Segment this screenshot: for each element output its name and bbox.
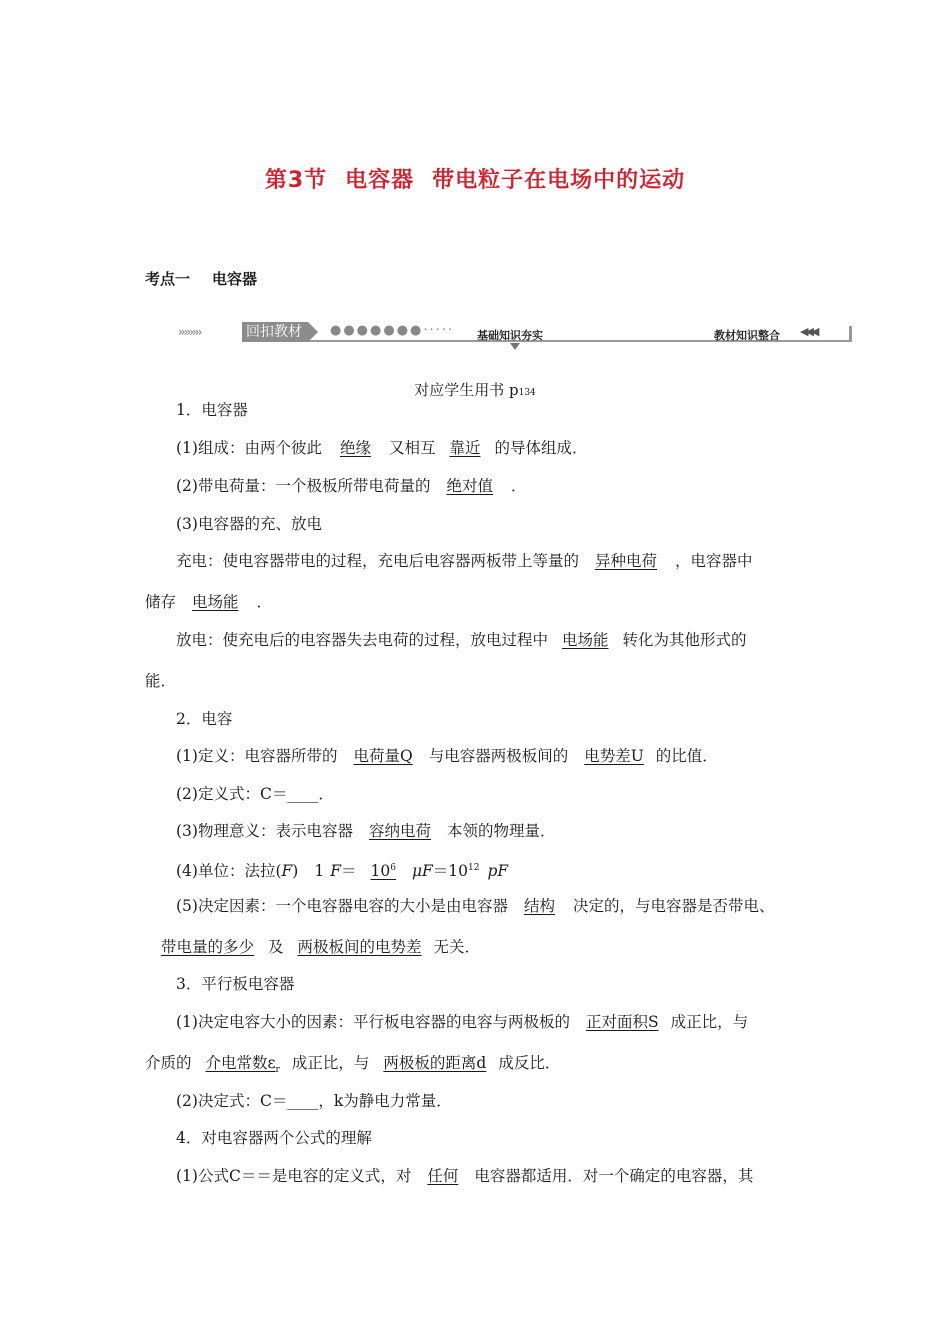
text: (3)物理意义：表示电容器: [176, 822, 353, 840]
text: 充电：使电容器带电的过程，充电后电容器两板带上等量的: [176, 552, 580, 570]
s4-line-1: [176, 1166, 753, 1186]
text: 及: [268, 938, 284, 956]
text: ．: [510, 477, 527, 495]
title-section: 第3节: [264, 168, 328, 193]
kaodian-label: 考点一: [145, 270, 191, 288]
banner-arrows-icon: ››››››››: [178, 325, 201, 339]
answer-blank: 任何: [427, 1167, 459, 1185]
answer-blank: 容纳电荷: [368, 822, 431, 840]
banner-dots-icon: ●●●●●●●·····: [330, 323, 455, 338]
s2-line-4: [176, 858, 508, 881]
banner-triangle-icon: [510, 343, 520, 350]
text: ＝10: [432, 862, 469, 881]
banner-middle-label: 基础知识夯实: [477, 329, 543, 342]
s3-line-3: [176, 1091, 452, 1111]
unit-symbol: F: [281, 862, 293, 881]
title-part2: 带电粒子在电场中的运动: [432, 168, 686, 193]
answer-blank: 带电量的多少: [161, 938, 255, 956]
text: (1)组成：由两个彼此: [176, 439, 322, 457]
unit-symbol: μF: [411, 862, 433, 881]
unit-symbol: pF: [487, 862, 509, 881]
text: 电容器都适用．对一个确定的电容器，其: [474, 1167, 754, 1185]
answer-blank: 绝对值: [446, 477, 493, 495]
text: ，电容器中: [675, 552, 753, 570]
text: ．: [318, 785, 334, 803]
answer-blank: 电场能: [562, 631, 609, 649]
book-reference-page: 134: [518, 388, 536, 398]
s1-line-7: 能．: [145, 672, 177, 690]
exponent: 12: [468, 863, 480, 873]
text: 储存: [145, 593, 177, 611]
answer-exponent: 6: [390, 863, 396, 873]
answer-blank: [357, 858, 412, 881]
kaodian-topic: 电容器: [212, 270, 258, 288]
answer-blank: 正对面积S: [585, 1013, 659, 1031]
text: (2)带电荷量：一个极板所带电荷量的: [176, 477, 431, 495]
text: ，k为静电力常量．: [318, 1092, 452, 1110]
answer-blank: 两极板间的电势差: [297, 938, 422, 956]
text: 决定的，与电容器是否带电、: [572, 897, 775, 915]
text: (5)决定因素：一个电容器电容的大小是由电容器: [176, 897, 508, 915]
title-part1: 电容器: [345, 168, 415, 193]
banner-tag: 回扣教材: [242, 322, 308, 342]
answer-blank: 结构: [523, 897, 555, 915]
s3-line-2: [145, 1053, 560, 1080]
text: (1)定义：电容器所带的: [176, 747, 338, 765]
answer-value: 介电常数ε: [205, 1054, 276, 1072]
answer-blank: 绝缘: [339, 439, 371, 457]
s2-line-3: [176, 821, 556, 841]
text: 转化为其他形式的: [622, 631, 747, 649]
text: ): [292, 862, 299, 881]
text: 介质的: [145, 1054, 192, 1072]
text: 又相互: [388, 439, 436, 457]
s3-line-1: [176, 1012, 748, 1032]
banner-right-label: 教材知识整合: [714, 329, 780, 342]
answer-blank: 电荷量Q: [353, 747, 413, 765]
formula-blank: ____: [287, 1092, 319, 1110]
text: 的比值．: [655, 747, 718, 765]
s2-line-2: [176, 784, 334, 804]
text: 的导体组成．: [494, 439, 588, 457]
formula-blank: ____: [287, 785, 319, 803]
unit-symbol: F: [330, 862, 341, 881]
banner-endbar: [849, 326, 852, 342]
answer-value: 10: [370, 862, 391, 881]
text: (2)决定式：C＝: [176, 1092, 288, 1110]
answer-blank: 异种电荷: [595, 552, 658, 570]
answer-blank: 电势差U: [584, 747, 644, 765]
text: 与电容器两极板间的: [428, 747, 569, 765]
s1-line-2: [176, 476, 527, 496]
answer-subscript: r: [275, 1065, 280, 1076]
answer-blank: 电场能: [192, 593, 239, 611]
s1-line-5: [145, 592, 272, 612]
section-banner: [172, 320, 852, 354]
s1-line-3: (3)电容器的充、放电: [176, 515, 322, 533]
s1-line-6: [176, 630, 747, 650]
text: 本领的物理量．: [446, 822, 556, 840]
section-3-heading: 3．平行板电容器: [176, 975, 295, 993]
book-reference-text: 对应学生用书 p: [414, 381, 519, 399]
text: (4)单位：法拉(: [176, 862, 282, 881]
page-title: [0, 163, 950, 194]
book-reference: [0, 379, 950, 400]
text: ．: [256, 593, 273, 611]
text: 成正比，与: [291, 1054, 370, 1072]
s2-line-1: [176, 746, 718, 766]
section-1-heading: 1．电容器: [176, 401, 248, 419]
answer-blank: 两极板的距离d: [383, 1054, 487, 1072]
text: 放电：使充电后的电容器失去电荷的过程，放电过程中: [176, 631, 549, 649]
text: 无关．: [433, 938, 481, 956]
text: (1)公式C＝＝是电容的定义式，对: [176, 1167, 412, 1185]
text: (1)决定电容大小的因素：平行板电容器的电容与两极板的: [176, 1013, 570, 1031]
answer-blank: 靠近: [449, 439, 481, 457]
text: (2)定义式：C＝: [176, 785, 288, 803]
s1-line-1: [176, 438, 588, 458]
s2-line-5: [176, 896, 775, 916]
text: ＝: [340, 862, 357, 881]
section-4-heading: 4．对电容器两个公式的理解: [176, 1129, 372, 1147]
kaodian-heading: [145, 268, 257, 289]
s2-line-6: [145, 937, 480, 957]
text: 成反比．: [498, 1054, 561, 1072]
answer-blank: [192, 1053, 292, 1080]
text: 成正比，与: [670, 1013, 749, 1031]
section-2-heading: 2．电容: [176, 710, 233, 728]
s1-line-4: [176, 551, 753, 571]
banner-left-arrows-icon: ◀◀◀: [800, 325, 817, 338]
text: 1: [314, 862, 325, 881]
